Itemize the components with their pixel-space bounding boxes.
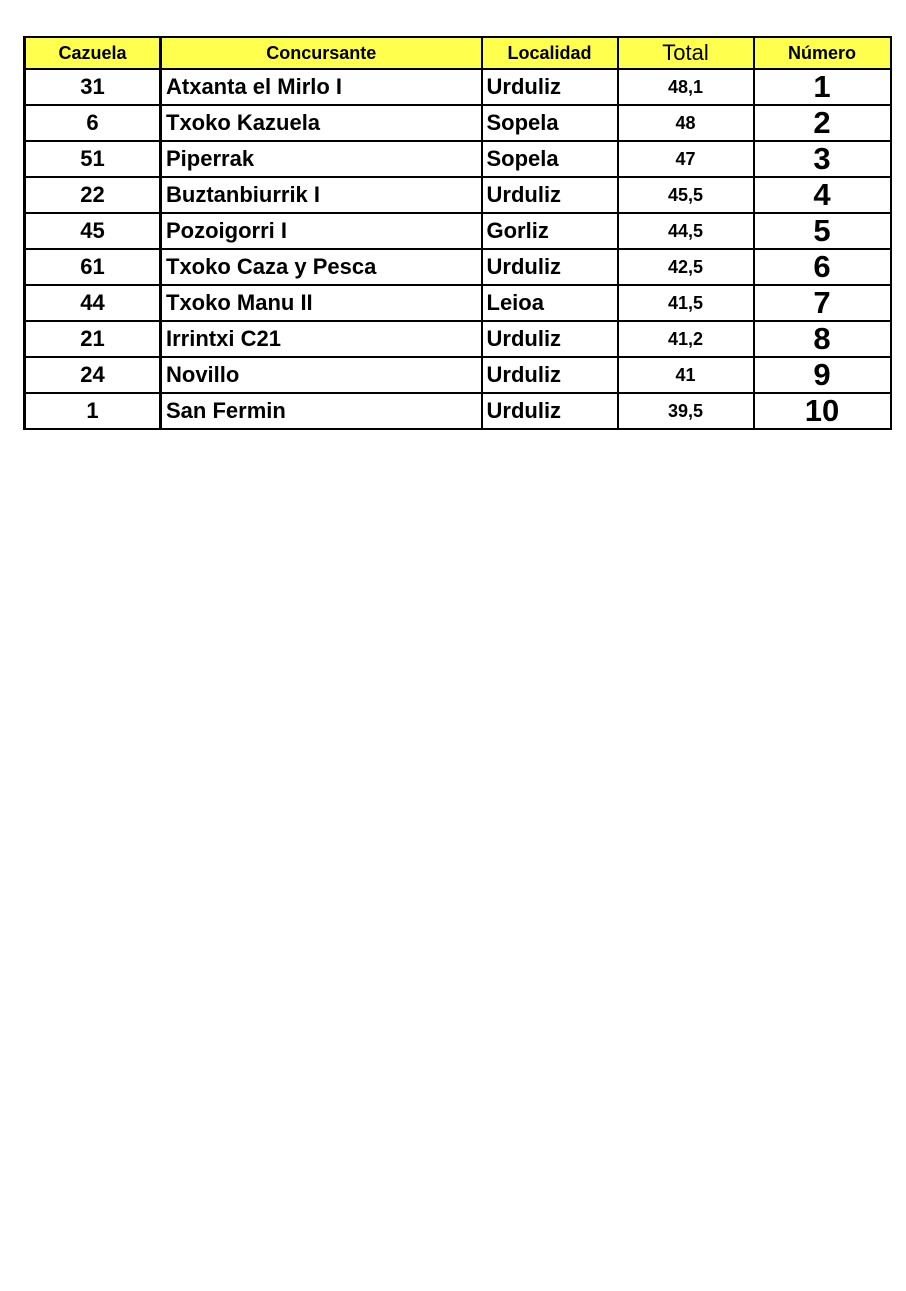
numero-cell: 8	[754, 321, 891, 357]
table-row	[25, 141, 891, 177]
localidad-cell: Urduliz	[482, 393, 618, 429]
localidad-cell: Urduliz	[482, 357, 618, 393]
table-row	[25, 285, 891, 321]
total-cell: 48,1	[618, 69, 754, 105]
table-row	[25, 393, 891, 429]
table-row	[25, 213, 891, 249]
header-row	[25, 37, 891, 69]
localidad-cell: Leioa	[482, 285, 618, 321]
header-total: Total	[618, 37, 754, 69]
cazuela-cell: 21	[25, 321, 161, 357]
localidad-cell: Urduliz	[482, 321, 618, 357]
cazuela-cell: 45	[25, 213, 161, 249]
numero-cell: 1	[754, 69, 891, 105]
cazuela-cell: 44	[25, 285, 161, 321]
numero-cell: 6	[754, 249, 891, 285]
numero-cell: 5	[754, 213, 891, 249]
header-localidad: Localidad	[482, 37, 618, 69]
numero-cell: 2	[754, 105, 891, 141]
numero-cell: 3	[754, 141, 891, 177]
concursante-cell: Atxanta el Mirlo I	[161, 69, 482, 105]
header-numero: Número	[754, 37, 891, 69]
concursante-cell: Novillo	[161, 357, 482, 393]
table-row	[25, 357, 891, 393]
table-row	[25, 105, 891, 141]
numero-cell: 10	[754, 393, 891, 429]
results-table	[23, 36, 892, 430]
total-cell: 42,5	[618, 249, 754, 285]
table-row	[25, 249, 891, 285]
localidad-cell: Sopela	[482, 105, 618, 141]
header-concursante: Concursante	[161, 37, 482, 69]
header-cazuela: Cazuela	[25, 37, 161, 69]
table-row	[25, 177, 891, 213]
total-cell: 47	[618, 141, 754, 177]
numero-cell: 7	[754, 285, 891, 321]
total-cell: 41,2	[618, 321, 754, 357]
table-row	[25, 321, 891, 357]
numero-cell: 4	[754, 177, 891, 213]
cazuela-cell: 51	[25, 141, 161, 177]
concursante-cell: Piperrak	[161, 141, 482, 177]
total-cell: 45,5	[618, 177, 754, 213]
localidad-cell: Urduliz	[482, 177, 618, 213]
total-cell: 39,5	[618, 393, 754, 429]
concursante-cell: Txoko Manu II	[161, 285, 482, 321]
table-row	[25, 69, 891, 105]
concursante-cell: Txoko Caza y Pesca	[161, 249, 482, 285]
numero-cell: 9	[754, 357, 891, 393]
concursante-cell: Pozoigorri I	[161, 213, 482, 249]
total-cell: 41,5	[618, 285, 754, 321]
total-cell: 44,5	[618, 213, 754, 249]
cazuela-cell: 22	[25, 177, 161, 213]
concursante-cell: San Fermin	[161, 393, 482, 429]
concursante-cell: Irrintxi C21	[161, 321, 482, 357]
concursante-cell: Txoko Kazuela	[161, 105, 482, 141]
total-cell: 41	[618, 357, 754, 393]
localidad-cell: Urduliz	[482, 69, 618, 105]
cazuela-cell: 31	[25, 69, 161, 105]
localidad-cell: Urduliz	[482, 249, 618, 285]
cazuela-cell: 24	[25, 357, 161, 393]
cazuela-cell: 61	[25, 249, 161, 285]
cazuela-cell: 1	[25, 393, 161, 429]
total-cell: 48	[618, 105, 754, 141]
localidad-cell: Sopela	[482, 141, 618, 177]
cazuela-cell: 6	[25, 105, 161, 141]
localidad-cell: Gorliz	[482, 213, 618, 249]
concursante-cell: Buztanbiurrik I	[161, 177, 482, 213]
